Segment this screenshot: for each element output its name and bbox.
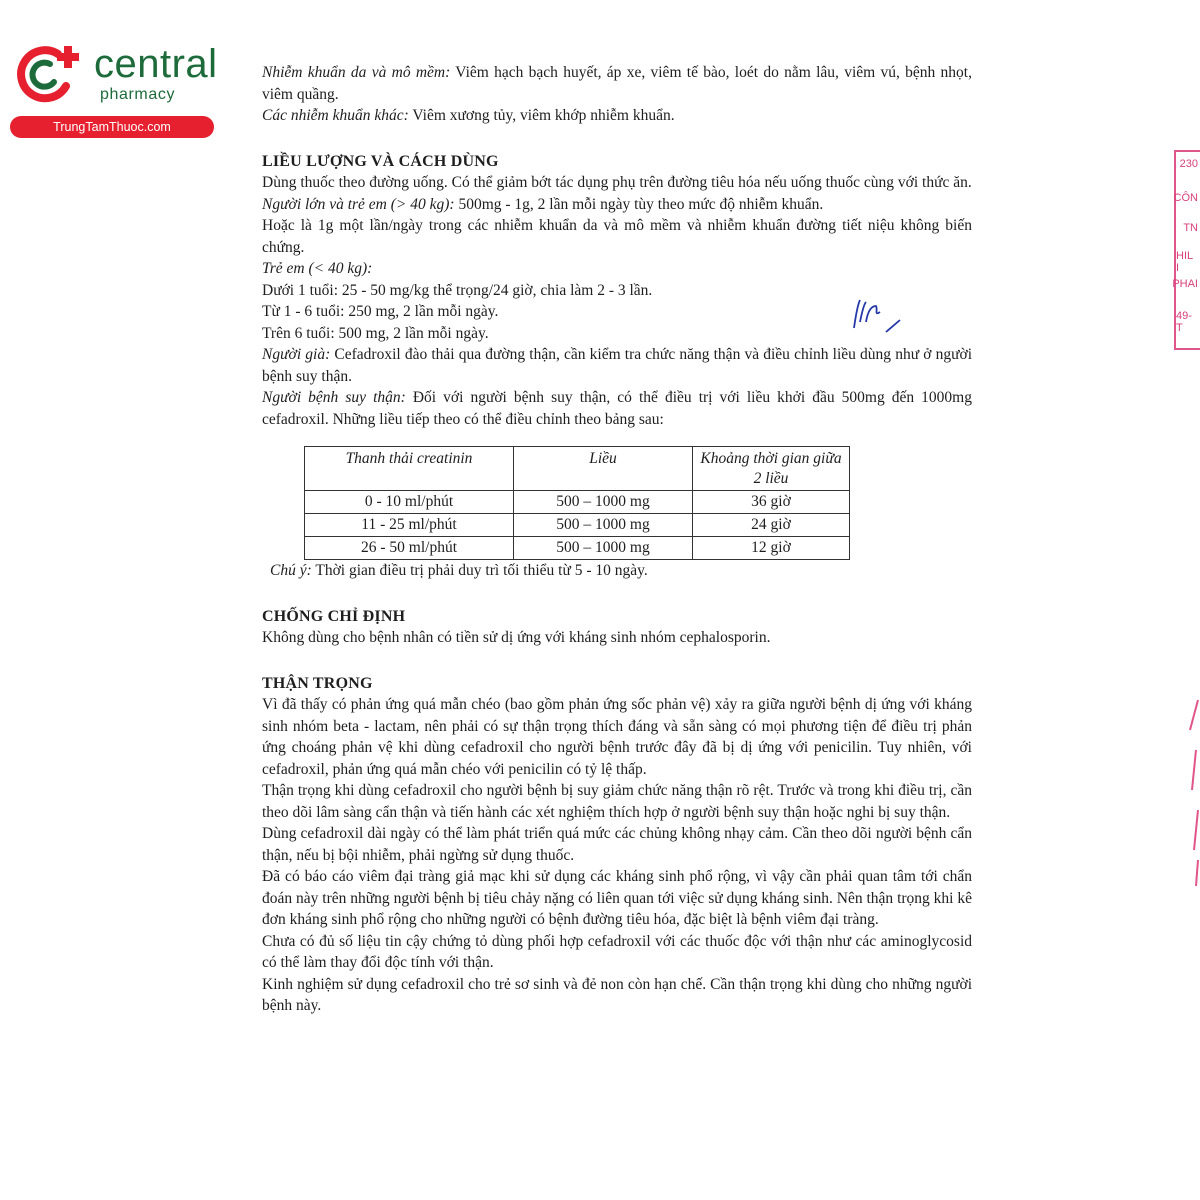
stamp-fragment: 230 <box>1179 158 1198 170</box>
central-logo-icon <box>14 42 90 104</box>
table-cell: 0 - 10 ml/phút <box>305 491 514 514</box>
renal-dose-table <box>304 446 850 560</box>
document-body <box>262 62 972 1017</box>
stamp-fragment: PHAI <box>1172 278 1198 290</box>
dosage-renal-label: Người bệnh suy thận: <box>262 389 406 406</box>
company-stamp <box>1174 150 1200 350</box>
child-label-text: Trẻ em (< 40 kg): <box>262 260 373 277</box>
contraindications-text: Không dùng cho bệnh nhân có tiền sử dị ứng với kháng sinh nhóm cephalosporin. <box>262 629 771 646</box>
dosage-note <box>262 560 972 582</box>
brand-subtitle: pharmacy <box>100 86 176 103</box>
table-cell: 500 – 1000 mg <box>514 537 693 560</box>
dosage-adult <box>262 194 972 216</box>
dosage-child-1: Dưới 1 tuổi: 25 - 50 mg/kg thể trọng/24 giờ, chia làm 2 - 3 lần. <box>262 281 653 299</box>
precautions-paragraph: Chưa có đủ số liệu tin cậy chứng tỏ dùng phối hợp cefadroxil với các thuốc độc với thận như các aminoglycosid có thể làm thay đổi độc tính với thận. <box>262 932 972 971</box>
skin-infections-text: Viêm hạch bạch huyết, áp xe, viêm tế bào, loét do nằm lâu, viêm vú, bệnh nhọt, viêm quầng. <box>262 64 972 103</box>
stamp-fragment: 49-T <box>1176 310 1192 334</box>
precautions-title: THẬN TRỌNG <box>262 674 373 692</box>
table-cell: 11 - 25 ml/phút <box>305 514 514 537</box>
dosage-alt: Hoặc là 1g một lần/ngày trong các nhiễm khuẩn da và mô mềm và nhiễm khuẩn đường tiết niệu không biến chứng. <box>262 217 972 256</box>
other-infections-text: Viêm xương tủy, viêm khớp nhiễm khuẩn. <box>408 107 675 124</box>
dosage-adult-label: Người lớn và trẻ em (> 40 kg): <box>262 195 455 213</box>
skin-infections-label: Nhiễm khuẩn da và mô mềm: <box>262 64 451 81</box>
dosage-adult-text: 500mg - 1g, 2 lần mỗi ngày tùy theo mức độ nhiễm khuẩn. <box>454 195 824 213</box>
table-cell: 500 – 1000 mg <box>514 514 693 537</box>
dosage-renal <box>262 387 972 430</box>
brand-logo[interactable] <box>8 36 218 136</box>
intro-other-infections <box>262 105 972 127</box>
table-row <box>305 537 850 560</box>
table-cell: 24 giờ <box>693 514 850 537</box>
table-cell: 36 giờ <box>693 491 850 514</box>
table-cell: 26 - 50 ml/phút <box>305 537 514 560</box>
dosage-elderly-text: Cefadroxil đào thải qua đường thận, cần kiểm tra chức năng thận và điều chỉnh liều dùng như ở người bệnh suy thận. <box>262 346 973 385</box>
stamp-fragment: TN <box>1183 222 1198 234</box>
contraindications-title: CHỐNG CHỈ ĐỊNH <box>262 607 406 625</box>
stamp-fragment: CÔN <box>1173 192 1198 204</box>
header-creatinine: Thanh thải creatinin <box>305 447 514 491</box>
brand-name: central <box>94 42 218 86</box>
header-interval: Khoảng thời gian giữa 2 liều <box>693 447 850 491</box>
table-cell: 12 giờ <box>693 537 850 560</box>
dosage-child-label <box>262 258 972 280</box>
precautions-paragraph: Vì đã thấy có phản ứng quá mẫn chéo (bao gồm phản ứng sốc phản vệ) xảy ra giữa người bệnh dị ứng với kháng sinh nhóm beta - lactam, nên phải có sự thận trọng thích đáng và sẵn sàng có mọi phương tiện để điều trị phản ứng choáng phản vệ khi dùng cefadroxil cho người bệnh trước đây đã bị dị ứng với penicilin. Tuy nhiên, với cefadroxil, phản ứng quá mẫn chéo với penicilin có tỷ lệ thấp. <box>262 696 972 778</box>
intro-skin-infections <box>262 62 972 105</box>
precautions-paragraph: Thận trọng khi dùng cefadroxil cho người bệnh bị suy giảm chức năng thận rõ rệt. Trước và trong khi điều trị, cần theo dõi lâm sàng cẩn thận và tiến hành các xét nghiệm thích hợp ở người bệnh suy thận hoặc nghi bị suy thận. <box>262 782 972 821</box>
dosage-child-3: Trên 6 tuổi: 500 mg, 2 lần mỗi ngày. <box>262 324 489 342</box>
table-header-row <box>305 447 850 491</box>
dosage-renal-text: Đối với người bệnh suy thận, có thể điều trị với liều khởi đầu 500mg đến 1000mg cefadroxil. Những liều tiếp theo có thể điều chỉnh theo bảng sau: <box>262 389 972 428</box>
table-row <box>305 491 850 514</box>
stamp-edge-mark <box>1176 690 1200 890</box>
brand-website[interactable]: TrungTamThuoc.com <box>10 116 214 138</box>
table-cell: 500 – 1000 mg <box>514 491 693 514</box>
dosage-intro: Dùng thuốc theo đường uống. Có thể giảm bớt tác dụng phụ trên đường tiêu hóa nếu uống thuốc cùng với thức ăn. <box>262 174 972 191</box>
table-row <box>305 514 850 537</box>
dosage-note-text: Thời gian điều trị phải duy trì tối thiểu từ 5 - 10 ngày. <box>311 562 648 579</box>
precautions-paragraph: Đã có báo cáo viêm đại tràng giả mạc khi sử dụng các kháng sinh phổ rộng, vì vậy cần phải quan tâm tới chẩn đoán này trên những người bệnh bị tiêu chảy nặng có liên quan tới việc sử dụng kháng sinh. Nên thận trọng khi kê đơn kháng sinh phổ rộng cho những người có bệnh đường tiêu hóa, đặc biệt là bệnh viêm đại tràng. <box>262 868 972 928</box>
other-infections-label: Các nhiễm khuẩn khác: <box>262 107 409 124</box>
stamp-fragment: HIL I <box>1176 250 1193 274</box>
dosage-elderly <box>262 344 972 387</box>
renal-dose-table-wrap <box>304 446 972 560</box>
dosage-title: LIỀU LƯỢNG VÀ CÁCH DÙNG <box>262 152 499 170</box>
dosage-note-label: Chú ý: <box>270 562 312 579</box>
dosage-elderly-label: Người già: <box>262 346 331 363</box>
dosage-child-2: Từ 1 - 6 tuổi: 250 mg, 2 lần mỗi ngày. <box>262 303 499 320</box>
signature-mark <box>846 292 906 338</box>
precautions-paragraph: Dùng cefadroxil dài ngày có thể làm phát triển quá mức các chủng không nhạy cảm. Cần theo dõi người bệnh cẩn thận, nếu bị bội nhiễm, phải ngừng sử dụng thuốc. <box>262 825 972 864</box>
precautions-paragraph: Kinh nghiệm sử dụng cefadroxil cho trẻ sơ sinh và đẻ non còn hạn chế. Cần thận trọng khi dùng cho những người bệnh này. <box>262 975 972 1014</box>
header-dose: Liều <box>514 447 693 491</box>
